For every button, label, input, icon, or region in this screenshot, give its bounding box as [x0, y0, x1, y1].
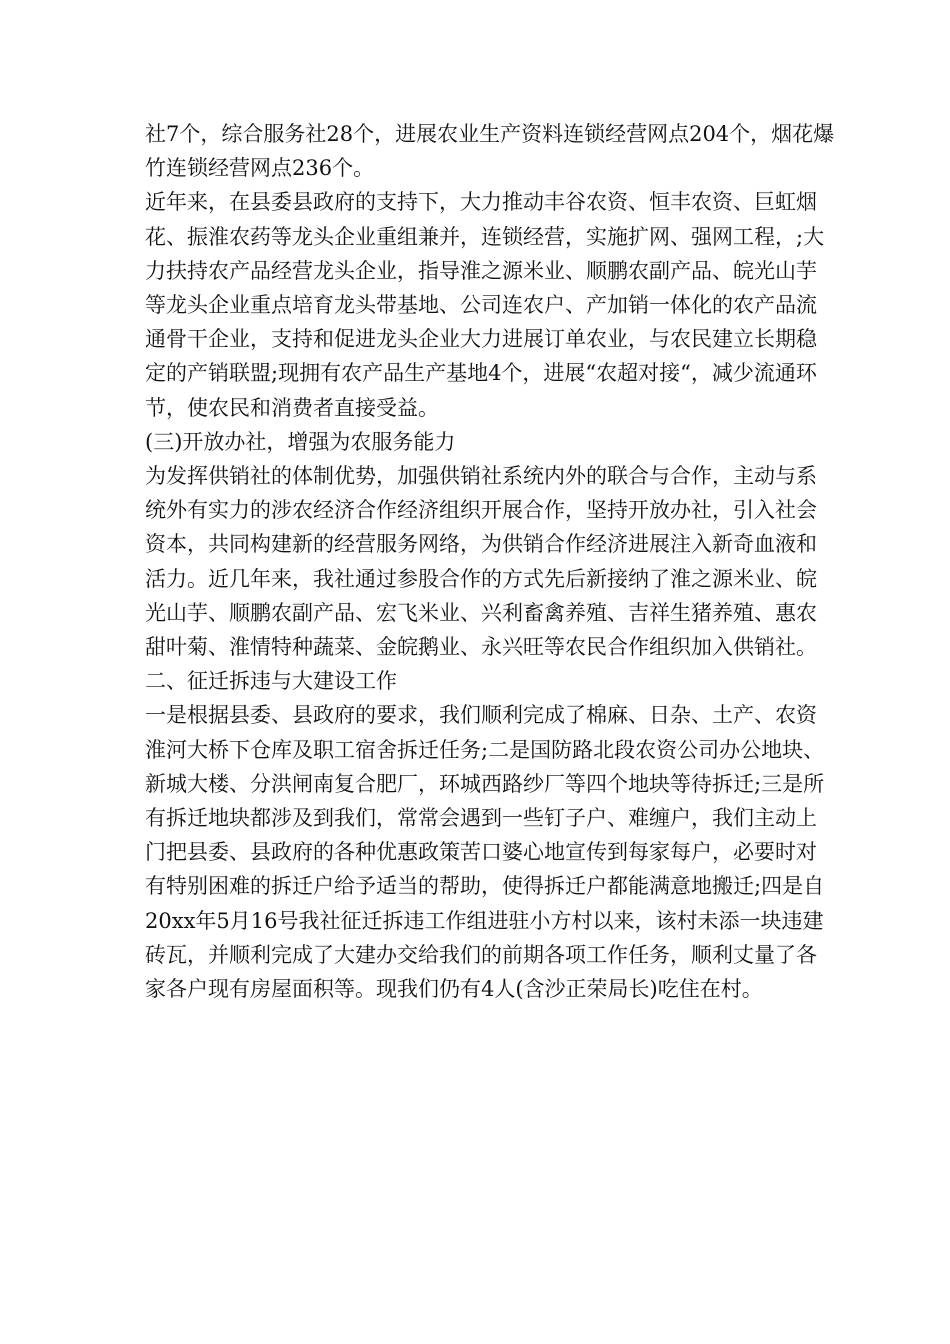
paragraph-open-cooperation: 为发挥供销社的体制优势，加强供销社系统内外的联合与合作，主动与系统外有实力的涉农经济合作经济组织开展合作，坚持开放办社，引入社会资本，共同构建新的经营服务网络，为供销合作经济进展注入新奇血液和活力。近几年来，我社通过参股合作的方式先后新接纳了淮之源米业、皖光山芋、顺鹏农副产品、宏飞米业、兴利畜禽养殖、吉祥生猪养殖、惠农甜叶菊、淮情特种蔬菜、金皖鹅业、永兴旺等农民合作组织加入供销社。 [145, 464, 817, 660]
paragraph-relocation-work: 一是根据县委、县政府的要求，我们顺利完成了棉麻、日杂、土产、农资淮河大桥下仓库及职工宿舍拆迁任务;二是国防路北段农资公司办公地块、新城大楼、分洪闸南复合肥厂，环城西路纱厂等四个地块等待拆迁;三是所有拆迁地块都涉及到我们，常常会遇到一些钉子户、难缠户，我们主动上门把县委、县政府的各种优惠政策苦口婆心地宣传到每家每户，必要时对有特别困难的拆迁户给予适当的帮助，使得拆迁户都能满意地搬迁;四是自20xx年5月16号我社征迁拆违工作组进驻小方村以来，该村未添一块违建砖瓦，并顺利完成了大建办交给我们的前期各项工作任务，顺利丈量了各家各户现有房屋面积等。现我们仍有4人(含沙正荣局长)吃住在村。 [145, 703, 825, 1002]
document-body [145, 117, 835, 1006]
paragraph-leading-enterprises: 近年来，在县委县政府的支持下，大力推动丰谷农资、恒丰农资、巨虹烟花、振淮农药等龙头企业重组兼并，连锁经营，实施扩网、强网工程，;大力扶持农产品经营龙头企业，指导淮之源米业、顺鹏农副产品、皖光山芋等龙头企业重点培育龙头带基地、公司连农户、产加销一体化的农产品流通骨干企业，支持和促进龙头企业大力进展订单农业，与农民建立长期稳定的产销联盟;现拥有农产品生产基地4个，进展“农超对接“，减少流通环节，使农民和消费者直接受益。 [145, 190, 825, 420]
section-heading-relocation: 二、征迁拆违与大建设工作 [145, 669, 397, 694]
paragraph-network-stats: 社7个，综合服务社28个，进展农业生产资料连锁经营网点204个，烟花爆竹连锁经营网点236个。 [145, 122, 835, 181]
section-heading-open-cooperative: (三)开放办社，增强为农服务能力 [145, 429, 456, 454]
